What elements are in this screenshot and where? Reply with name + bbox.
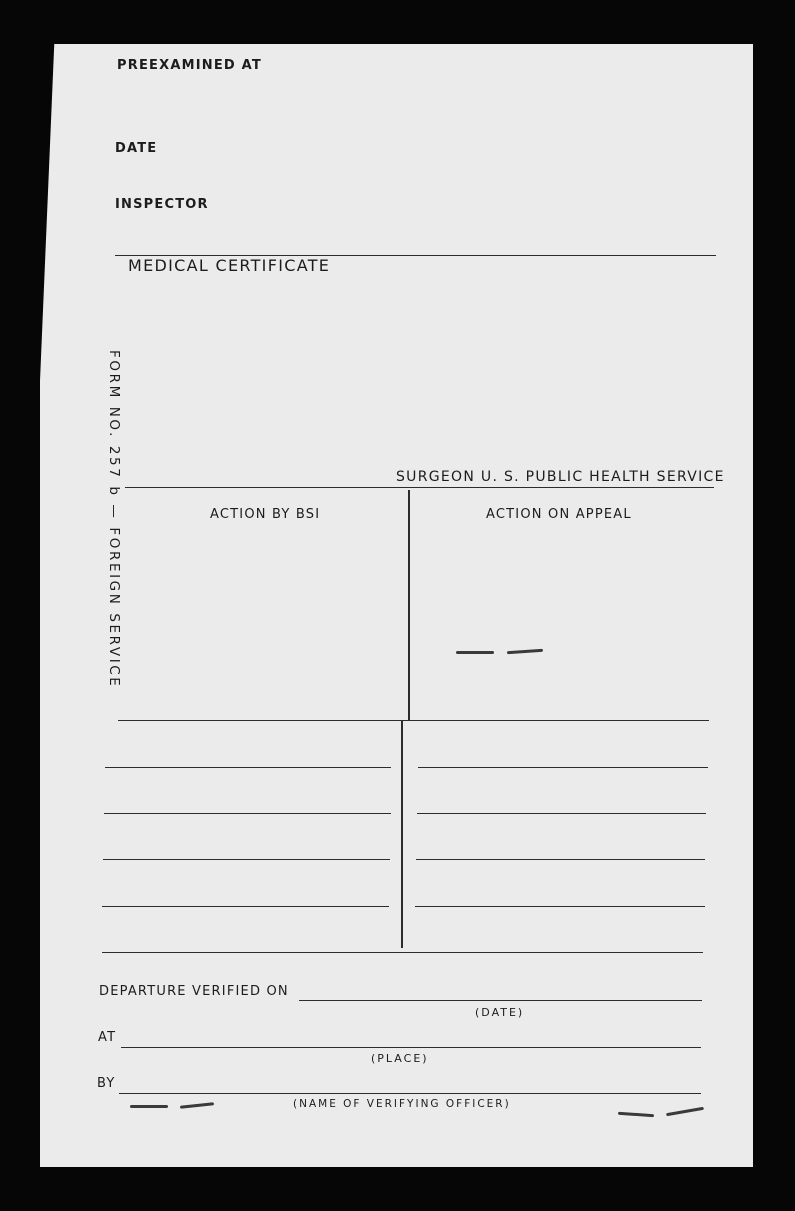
appeal-entry-line <box>415 906 705 907</box>
preexamined-label: PREEXAMINED AT <box>117 58 262 73</box>
form-number: FORM NO. 257 b — FOREIGN SERVICE <box>106 350 122 689</box>
officer-line <box>119 1093 701 1094</box>
action-section-line <box>118 720 709 721</box>
surgeon-signature-line <box>125 487 714 488</box>
place-line <box>121 1047 701 1048</box>
date-label: DATE <box>115 141 158 156</box>
ink-mark <box>130 1105 168 1108</box>
inspector-label: INSPECTOR <box>115 197 209 212</box>
date-caption: (DATE) <box>475 1006 525 1019</box>
certificate-title: MEDICAL CERTIFICATE <box>128 256 331 275</box>
ink-mark <box>456 651 494 654</box>
departure-date-line <box>299 1000 702 1001</box>
action-appeal-header: ACTION ON APPEAL <box>486 507 632 522</box>
appeal-entry-line <box>416 859 705 860</box>
bsi-entry-line <box>102 906 389 907</box>
at-label: AT <box>98 1030 117 1045</box>
bsi-entry-line <box>103 859 390 860</box>
appeal-entry-line <box>417 813 706 814</box>
by-label: BY <box>97 1076 116 1091</box>
appeal-entry-line <box>418 767 708 768</box>
officer-caption: (NAME OF VERIFYING OFFICER) <box>293 1098 511 1110</box>
surgeon-signature-label: SURGEON U. S. PUBLIC HEALTH SERVICE <box>396 469 725 485</box>
column-divider-upper <box>408 490 410 720</box>
action-section-bottom-line <box>102 952 703 953</box>
departure-label: DEPARTURE VERIFIED ON <box>99 984 289 999</box>
place-caption: (PLACE) <box>371 1052 429 1065</box>
bsi-entry-line <box>105 767 391 768</box>
bsi-entry-line <box>104 813 391 814</box>
column-divider-lower <box>401 720 403 948</box>
action-bsi-header: ACTION BY BSI <box>210 507 321 522</box>
